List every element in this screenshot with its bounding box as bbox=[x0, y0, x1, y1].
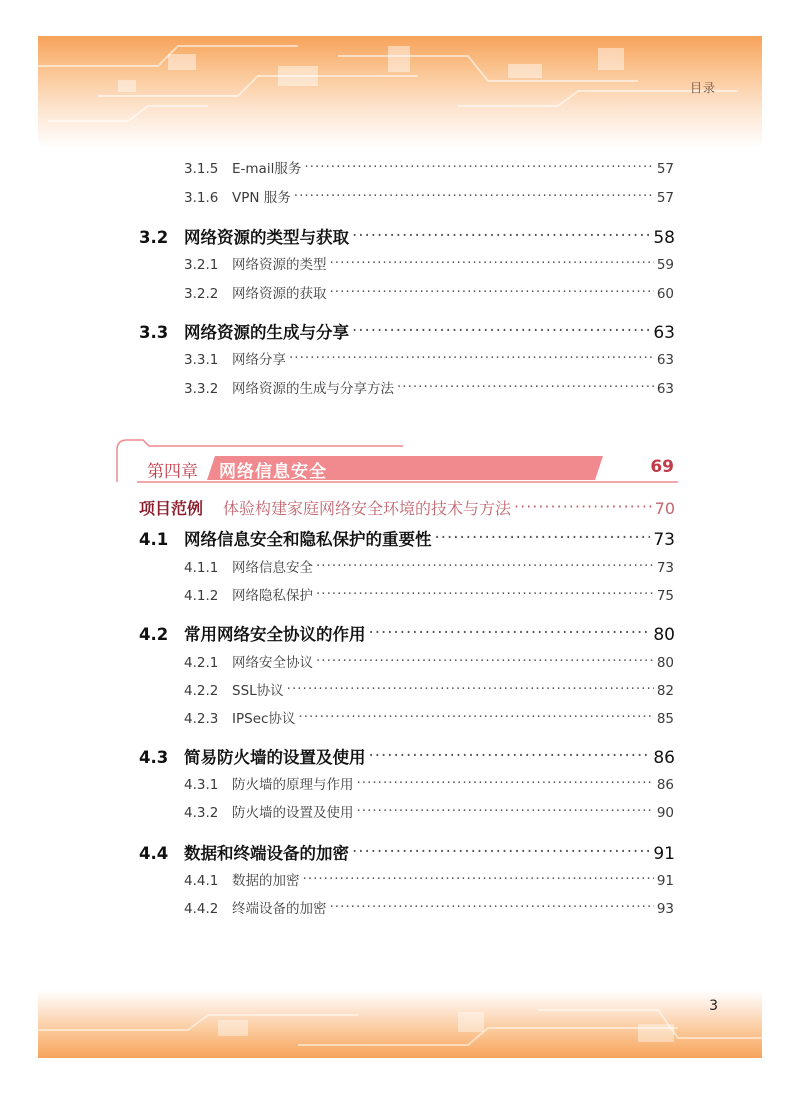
toc-entry-title: 简易防火墙的设置及使用 bbox=[184, 748, 366, 767]
toc-entry-number: 3.1.6 bbox=[184, 190, 219, 206]
toc-entry-page: 90 bbox=[656, 805, 674, 821]
toc-entry-page: 58 bbox=[653, 228, 675, 248]
dot-leader bbox=[330, 256, 654, 270]
dot-leader bbox=[330, 900, 654, 914]
toc-entry-title: 防火墙的原理与作用 bbox=[232, 777, 354, 793]
header-label: 目录 bbox=[689, 81, 716, 95]
dot-leader bbox=[316, 559, 654, 573]
project-label: 项目范例 bbox=[139, 499, 204, 518]
toc-entry-title: 网络分享 bbox=[232, 352, 286, 368]
toc-entry-title: 网络信息安全和隐私保护的重要性 bbox=[184, 530, 432, 549]
toc-entry-title: 网络安全协议 bbox=[232, 655, 313, 671]
dot-leader bbox=[316, 587, 654, 601]
toc-section-row[interactable] bbox=[139, 224, 675, 248]
toc-entry-title: 终端设备的加密 bbox=[232, 901, 327, 917]
toc-entry-page: 91 bbox=[653, 844, 675, 864]
toc-subsection-row[interactable] bbox=[184, 897, 674, 917]
project-example-row[interactable] bbox=[139, 496, 675, 519]
toc-entry-number: 3.3.1 bbox=[184, 352, 219, 368]
dot-leader bbox=[435, 529, 651, 546]
toc-entry-number: 4.1.2 bbox=[184, 588, 219, 604]
toc-entry-title: 网络资源的类型与获取 bbox=[184, 228, 349, 247]
circuit-pattern-top bbox=[38, 36, 762, 148]
toc-section-row[interactable] bbox=[139, 319, 675, 343]
dot-leader bbox=[303, 872, 654, 886]
dot-leader bbox=[294, 189, 654, 203]
toc-entry-title: 数据的加密 bbox=[232, 873, 300, 889]
toc-entry-number: 4.3 bbox=[139, 748, 169, 767]
footer-band bbox=[38, 990, 762, 1058]
dot-leader bbox=[357, 776, 654, 790]
toc-entry-title: 网络信息安全 bbox=[232, 560, 313, 576]
toc-subsection-row[interactable] bbox=[184, 707, 674, 727]
toc-section-row[interactable] bbox=[139, 744, 675, 768]
toc-entry-page: 86 bbox=[656, 777, 674, 793]
dot-leader bbox=[352, 322, 650, 339]
toc-subsection-row[interactable] bbox=[184, 584, 674, 604]
toc-subsection-row[interactable] bbox=[184, 679, 674, 699]
dot-leader bbox=[330, 285, 654, 299]
circuit-pattern-bottom bbox=[38, 990, 762, 1058]
toc-entry-number: 4.2.3 bbox=[184, 711, 219, 727]
toc-subsection-row[interactable] bbox=[184, 773, 674, 793]
dot-leader bbox=[352, 227, 650, 244]
toc-entry-title: 网络资源的生成与分享 bbox=[184, 323, 349, 342]
dot-leader bbox=[316, 654, 654, 668]
toc-entry-title: 防火墙的设置及使用 bbox=[232, 805, 354, 821]
toc-entry-title: 网络隐私保护 bbox=[232, 588, 313, 604]
toc-entry-page: 82 bbox=[656, 683, 674, 699]
toc-entry-page: 85 bbox=[656, 711, 674, 727]
toc-entry-number: 3.1.5 bbox=[184, 161, 219, 177]
dot-leader bbox=[298, 710, 653, 724]
toc-entry-page: 80 bbox=[656, 655, 674, 671]
toc-entry-number: 4.3.1 bbox=[184, 777, 219, 793]
toc-entry-title: E-mail服务 bbox=[232, 161, 302, 177]
dot-leader bbox=[514, 498, 652, 514]
dot-leader bbox=[289, 351, 654, 365]
toc-entry-page: 60 bbox=[656, 286, 674, 302]
toc-entry-number: 4.4.1 bbox=[184, 873, 219, 889]
toc-entry-page: 63 bbox=[653, 323, 675, 343]
toc-subsection-row[interactable] bbox=[184, 801, 674, 821]
toc-entry-title: VPN 服务 bbox=[232, 190, 291, 206]
toc-entry-page: 63 bbox=[656, 381, 674, 397]
dot-leader bbox=[357, 804, 654, 818]
toc-section-row[interactable] bbox=[139, 621, 675, 645]
toc-section-row[interactable] bbox=[139, 526, 675, 550]
toc-subsection-row[interactable] bbox=[184, 377, 674, 397]
toc-entry-title: 数据和终端设备的加密 bbox=[184, 844, 349, 863]
toc-entry-number: 3.2 bbox=[139, 228, 169, 247]
toc-entry-number: 4.2.2 bbox=[184, 683, 219, 699]
toc-subsection-row[interactable] bbox=[184, 253, 674, 273]
chapter-title: 网络信息安全 bbox=[219, 462, 327, 482]
toc-entry-title: 网络资源的类型 bbox=[232, 257, 327, 273]
toc-entry-page: 57 bbox=[656, 161, 674, 177]
toc-entry-number: 3.3 bbox=[139, 323, 169, 342]
dot-leader bbox=[352, 843, 650, 860]
dot-leader bbox=[369, 624, 651, 641]
toc-entry-page: 73 bbox=[656, 560, 674, 576]
toc-entry-number: 4.3.2 bbox=[184, 805, 219, 821]
chapter-page: 69 bbox=[650, 457, 674, 477]
toc-subsection-row[interactable] bbox=[184, 869, 674, 889]
page-number: 3 bbox=[709, 998, 718, 1014]
toc-entry-page: 91 bbox=[656, 873, 674, 889]
toc-entry-number: 4.1.1 bbox=[184, 560, 219, 576]
toc-entry-page: 86 bbox=[653, 748, 675, 768]
toc-entry-number: 4.2 bbox=[139, 625, 169, 644]
toc-entry-title: 网络资源的获取 bbox=[232, 286, 327, 302]
toc-entry-page: 75 bbox=[656, 588, 674, 604]
chapter-heading[interactable] bbox=[113, 436, 678, 486]
toc-subsection-row[interactable] bbox=[184, 348, 674, 368]
toc-subsection-row[interactable] bbox=[184, 651, 674, 671]
toc-entry-number: 3.2.1 bbox=[184, 257, 219, 273]
toc-entry-title: 网络资源的生成与分享方法 bbox=[232, 381, 394, 397]
toc-entry-page: 57 bbox=[656, 190, 674, 206]
header-band bbox=[38, 36, 762, 148]
toc-entry-number: 4.2.1 bbox=[184, 655, 219, 671]
dot-leader bbox=[304, 160, 653, 174]
toc-entry-number: 4.1 bbox=[139, 530, 169, 549]
project-page: 70 bbox=[654, 499, 675, 518]
toc-subsection-row[interactable] bbox=[184, 282, 674, 302]
chapter-label: 第四章 bbox=[147, 462, 198, 482]
toc-entry-page: 73 bbox=[653, 530, 675, 550]
toc-entry-title: SSL协议 bbox=[232, 683, 284, 699]
dot-leader bbox=[397, 380, 654, 394]
dot-leader bbox=[369, 747, 651, 764]
project-title: 体验构建家庭网络安全环境的技术与方法 bbox=[223, 499, 512, 518]
toc-entry-page: 80 bbox=[653, 625, 675, 645]
toc-entry-number: 4.4 bbox=[139, 844, 169, 863]
toc-section-row[interactable] bbox=[139, 840, 675, 864]
dot-leader bbox=[287, 682, 654, 696]
toc-entry-page: 63 bbox=[656, 352, 674, 368]
toc-entry-page: 93 bbox=[656, 901, 674, 917]
toc-entry-title: IPSec协议 bbox=[232, 711, 296, 727]
toc-subsection-row[interactable] bbox=[184, 186, 674, 206]
toc-subsection-row[interactable] bbox=[184, 556, 674, 576]
toc-entry-page: 59 bbox=[656, 257, 674, 273]
toc-entry-number: 3.3.2 bbox=[184, 381, 219, 397]
toc-subsection-row[interactable] bbox=[184, 157, 674, 177]
toc-entry-title: 常用网络安全协议的作用 bbox=[184, 625, 366, 644]
toc-entry-number: 4.4.2 bbox=[184, 901, 219, 917]
toc-entry-number: 3.2.2 bbox=[184, 286, 219, 302]
